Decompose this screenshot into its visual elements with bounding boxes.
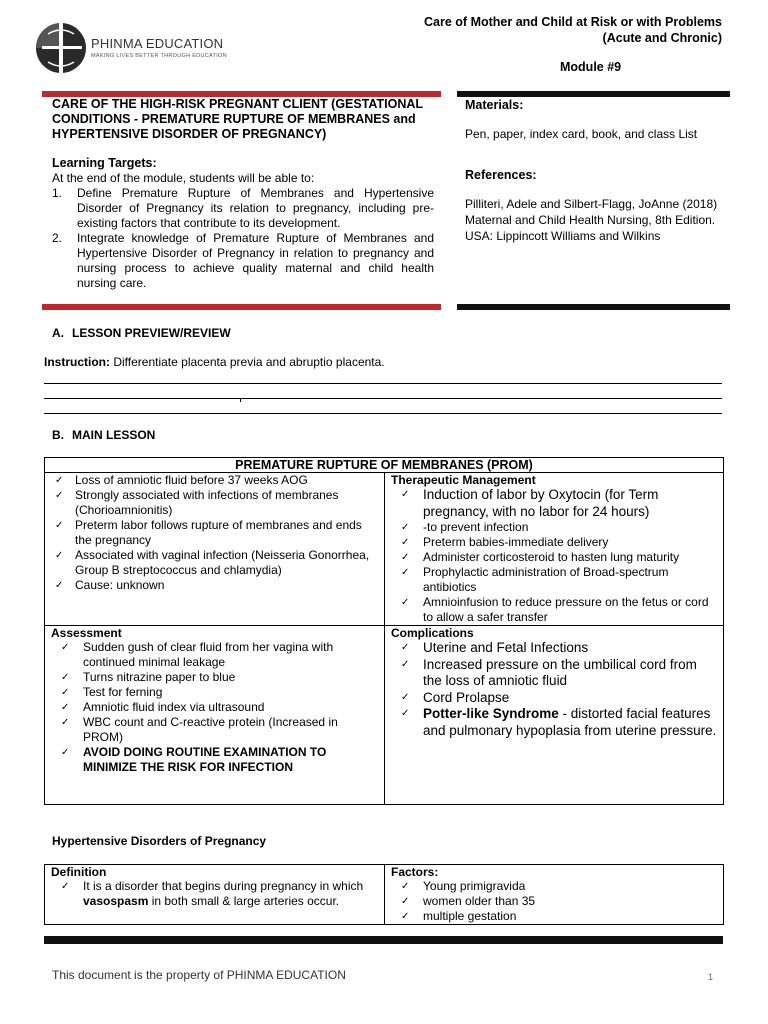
section-a-heading: A. LESSON PREVIEW/REVIEW <box>52 326 231 340</box>
list-item: ✓ Cause: unknown <box>55 578 378 593</box>
references-text: Pilliteri, Adele and Silbert-Flagg, JoAnne (2018) Maternal and Child Health Nursing, 8th Edition. USA: Lippincott Williams and Wilkins <box>465 197 718 243</box>
list-item: ✓ Potter-like Syndrome - distorted facial features and pulmonary hypoplasia from uterine pressure. <box>401 706 717 739</box>
list-item: ✓ Strongly associated with infections of membranes (Chorioamnionitis) <box>55 488 378 518</box>
therapeutic-list <box>391 487 717 625</box>
list-item: ✓ Increased pressure on the umbilical cord from the loss of amniotic fluid <box>401 657 717 690</box>
module-number: Module #9 <box>560 60 622 74</box>
list-item: ✓ Young primigravida <box>401 879 717 894</box>
list-item: ✓ Turns nitrazine paper to blue <box>61 670 378 685</box>
phinma-logo <box>34 20 227 76</box>
learning-targets-heading: Learning Targets: <box>52 156 157 170</box>
list-item: ✓ Sudden gush of clear fluid from her vagina with continued minimal leakage <box>61 640 378 670</box>
logo-tagline: MAKING LIVES BETTER THROUGH EDUCATION <box>91 53 227 59</box>
black-divider-top <box>457 91 730 97</box>
logo-name: PHINMA EDUCATION <box>91 36 224 51</box>
list-item: ✓ Amnioinfusion to reduce pressure on the fetus or cord to allow a safer transfer <box>401 595 717 625</box>
materials-heading: Materials: <box>465 98 524 112</box>
factors-list <box>391 879 717 924</box>
assessment-list <box>51 640 378 775</box>
list-item: ✓ Amniotic fluid index via ultrasound <box>61 700 378 715</box>
course-title: Care of Mother and Child at Risk or with Problems (Acute and Chronic) <box>424 15 722 45</box>
complications-cell <box>385 626 724 805</box>
list-item: ✓ multiple gestation <box>401 909 717 924</box>
answer-line-tick <box>240 398 241 402</box>
list-item: ✓ -to prevent infection <box>401 520 717 535</box>
complications-list <box>391 640 717 739</box>
section-b-heading: B. MAIN LESSON <box>52 428 156 442</box>
list-item: ✓ Uterine and Fetal Infections <box>401 640 717 657</box>
prom-features-list <box>55 473 378 593</box>
definition-list <box>51 879 378 909</box>
list-item: ✓ Preterm babies-immediate delivery <box>401 535 717 550</box>
prom-features-cell <box>45 473 385 626</box>
footer-text: This document is the property of PHINMA EDUCATION <box>52 968 346 982</box>
list-item: ✓ Loss of amniotic fluid before 37 weeks AOG <box>55 473 378 488</box>
page-number: 1 <box>708 972 714 982</box>
list-item: ✓ women older than 35 <box>401 894 717 909</box>
assessment-cell <box>45 626 385 805</box>
list-item: ✓ Induction of labor by Oxytocin (for Term pregnancy, with no labor for 24 hours) <box>401 487 717 520</box>
assessment-heading: Assessment <box>51 626 122 640</box>
factors-heading: Factors: <box>391 865 439 879</box>
prom-table <box>44 457 724 805</box>
list-item: 2. Integrate knowledge of Premature Rupture of Membranes and Hypertensive Disorder of Pregnancy in relation to pregnancy and nursing process to achieve quality maternal and child health nursing care. <box>52 231 434 290</box>
list-item: ✓ Preterm labor follows rupture of membranes and ends the pregnancy <box>55 518 378 548</box>
instruction: Instruction: Differentiate placenta previa and abruptio placenta. <box>44 355 385 369</box>
complications-heading: Complications <box>391 626 474 640</box>
black-divider-bottom <box>457 304 730 310</box>
list-item: ✓ Test for ferning <box>61 685 378 700</box>
definition-heading: Definition <box>51 865 107 879</box>
learning-targets-intro: At the end of the module, students will be able to: <box>52 171 315 185</box>
therapeutic-heading: Therapeutic Management <box>391 473 536 487</box>
red-divider-bottom <box>42 304 441 310</box>
answer-line[interactable] <box>44 413 722 414</box>
factors-cell <box>385 865 724 925</box>
definition-cell <box>45 865 385 925</box>
topic-title: CARE OF THE HIGH-RISK PREGNANT CLIENT (GESTATIONAL CONDITIONS - PREMATURE RUPTURE OF MEMBRANES and HYPERTENSIVE DISORDER OF PREGNANCY) <box>52 97 423 141</box>
materials-text: Pen, paper, index card, book, and class List <box>465 127 698 141</box>
learning-targets-list <box>52 186 434 291</box>
assessment-warning: ✓ AVOID DOING ROUTINE EXAMINATION TO MINIMIZE THE RISK FOR INFECTION <box>61 745 378 775</box>
answer-line[interactable] <box>44 383 722 384</box>
therapeutic-cell <box>385 473 724 626</box>
prom-table-title: PREMATURE RUPTURE OF MEMBRANES (PROM) <box>45 458 724 473</box>
list-item: ✓ Prophylactic administration of Broad-spectrum antibiotics <box>401 565 717 595</box>
hdp-table <box>44 864 724 925</box>
list-item: ✓ WBC count and C-reactive protein (Increased in PROM) <box>61 715 378 745</box>
hdp-heading: Hypertensive Disorders of Pregnancy <box>52 834 267 848</box>
list-item: ✓ Cord Prolapse <box>401 690 717 707</box>
black-divider-footer <box>44 936 723 944</box>
list-item: ✓ Associated with vaginal infection (Neisseria Gonorrhea, Group B streptococcus and chlamydia) <box>55 548 378 578</box>
references-heading: References: <box>465 168 537 182</box>
phinma-emblem-icon <box>34 20 88 76</box>
list-item: ✓ It is a disorder that begins during pregnancy in which vasospasm in both small & large arteries occur. <box>61 879 378 909</box>
list-item: ✓ Administer corticosteroid to hasten lung maturity <box>401 550 717 565</box>
answer-line[interactable] <box>44 398 722 399</box>
list-item: 1. Define Premature Rupture of Membranes and Hypertensive Disorder of Pregnancy its relation to pregnancy, including pre-existing factors that contribute to its development. <box>52 186 434 230</box>
